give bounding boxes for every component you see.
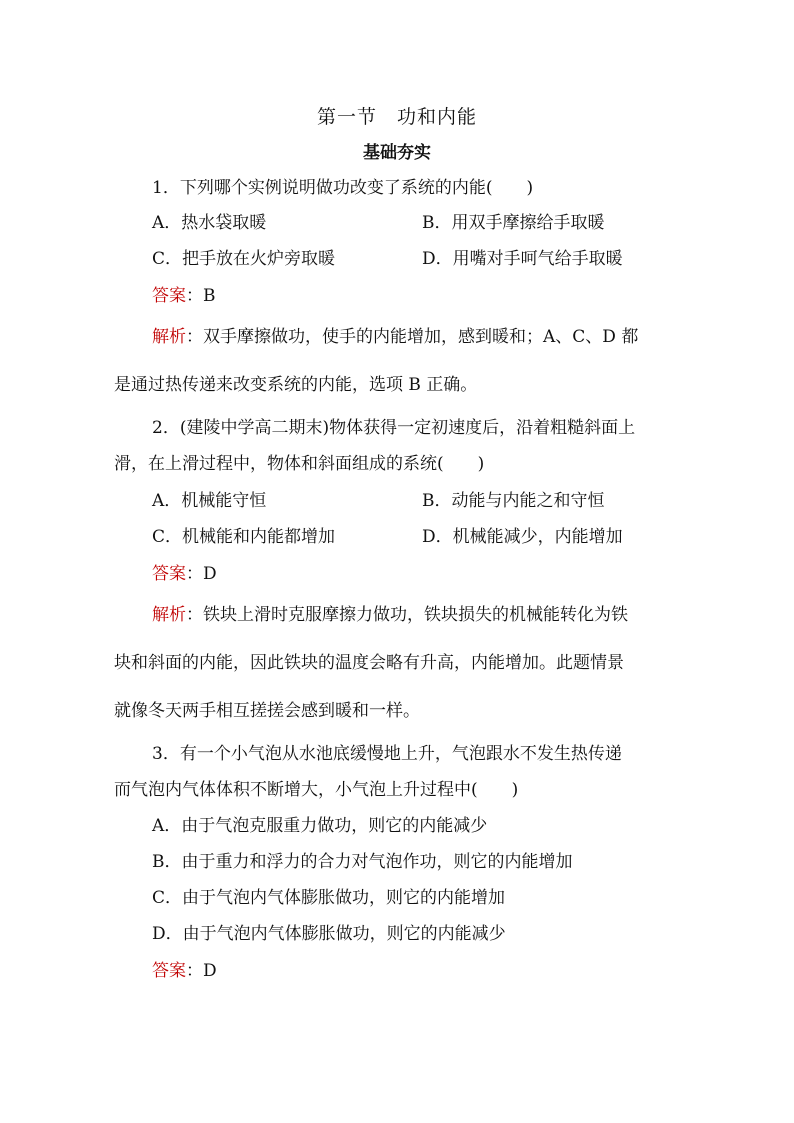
question-1-option-d: D．用嘴对手呵气给手取暖	[422, 249, 623, 269]
question-3-option-d: D．由于气泡内气体膨胀做功，则它的内能减少	[152, 924, 506, 944]
answer-value: ：D	[186, 564, 217, 584]
question-3-option-c: C．由于气泡内气体膨胀做功，则它的内能增加	[152, 888, 506, 908]
question-2-explanation-line-1: 解析：铁块上滑时克服摩擦力做功，铁块损失的机械能转化为铁	[152, 605, 628, 625]
explanation-label: 解析	[152, 605, 186, 625]
question-3-option-b: B．由于重力和浮力的合力对气泡作功，则它的内能增加	[152, 852, 573, 872]
answer-label: 答案	[152, 564, 186, 584]
question-2-option-c: C．机械能和内能都增加	[152, 527, 336, 547]
question-1-explanation-line-1: 解析：双手摩擦做功，使手的内能增加，感到暖和；A、C、D 都	[152, 327, 639, 347]
question-2-stem-line-2: 滑，在上滑过程中，物体和斜面组成的系统( )	[114, 454, 485, 474]
question-1-option-c: C．把手放在火炉旁取暖	[152, 249, 336, 269]
question-1-option-a: A．热水袋取暖	[152, 213, 267, 233]
section-subtitle: 基础夯实	[363, 143, 431, 163]
question-2-option-b: B．动能与内能之和守恒	[422, 491, 605, 511]
question-1-option-b: B．用双手摩擦给手取暖	[422, 213, 605, 233]
question-1-stem: 1．下列哪个实例说明做功改变了系统的内能( )	[152, 178, 534, 198]
question-1-explanation-line-2: 是通过热传递来改变系统的内能，选项 B 正确。	[114, 375, 478, 395]
answer-value: ：B	[186, 286, 216, 306]
question-2-explanation-line-2: 块和斜面的内能，因此铁块的温度会略有升高，内能增加。此题情景	[114, 653, 624, 673]
question-3-answer	[152, 960, 217, 982]
question-3-option-a: A．由于气泡克服重力做功，则它的内能减少	[152, 816, 488, 836]
answer-label: 答案	[152, 286, 186, 306]
question-2-explanation-line-3: 就像冬天两手相互搓搓会感到暖和一样。	[114, 701, 420, 721]
answer-value: ：D	[186, 961, 217, 981]
question-2-option-a: A．机械能守恒	[152, 491, 267, 511]
explanation-label: 解析	[152, 327, 186, 347]
question-1-answer	[152, 285, 216, 307]
section-title: 第一节 功和内能	[316, 106, 477, 128]
question-2-stem-line-1: 2．(建陵中学高二期末)物体获得一定初速度后，沿着粗糙斜面上	[152, 418, 636, 438]
question-3-stem-line-2: 而气泡内气体体积不断增大，小气泡上升过程中( )	[114, 780, 519, 800]
answer-label: 答案	[152, 961, 186, 981]
question-2-answer	[152, 563, 217, 585]
question-2-option-d: D．机械能减少，内能增加	[422, 527, 623, 547]
question-3-stem-line-1: 3．有一个小气泡从水池底缓慢地上升，气泡跟水不发生热传递	[152, 744, 622, 764]
